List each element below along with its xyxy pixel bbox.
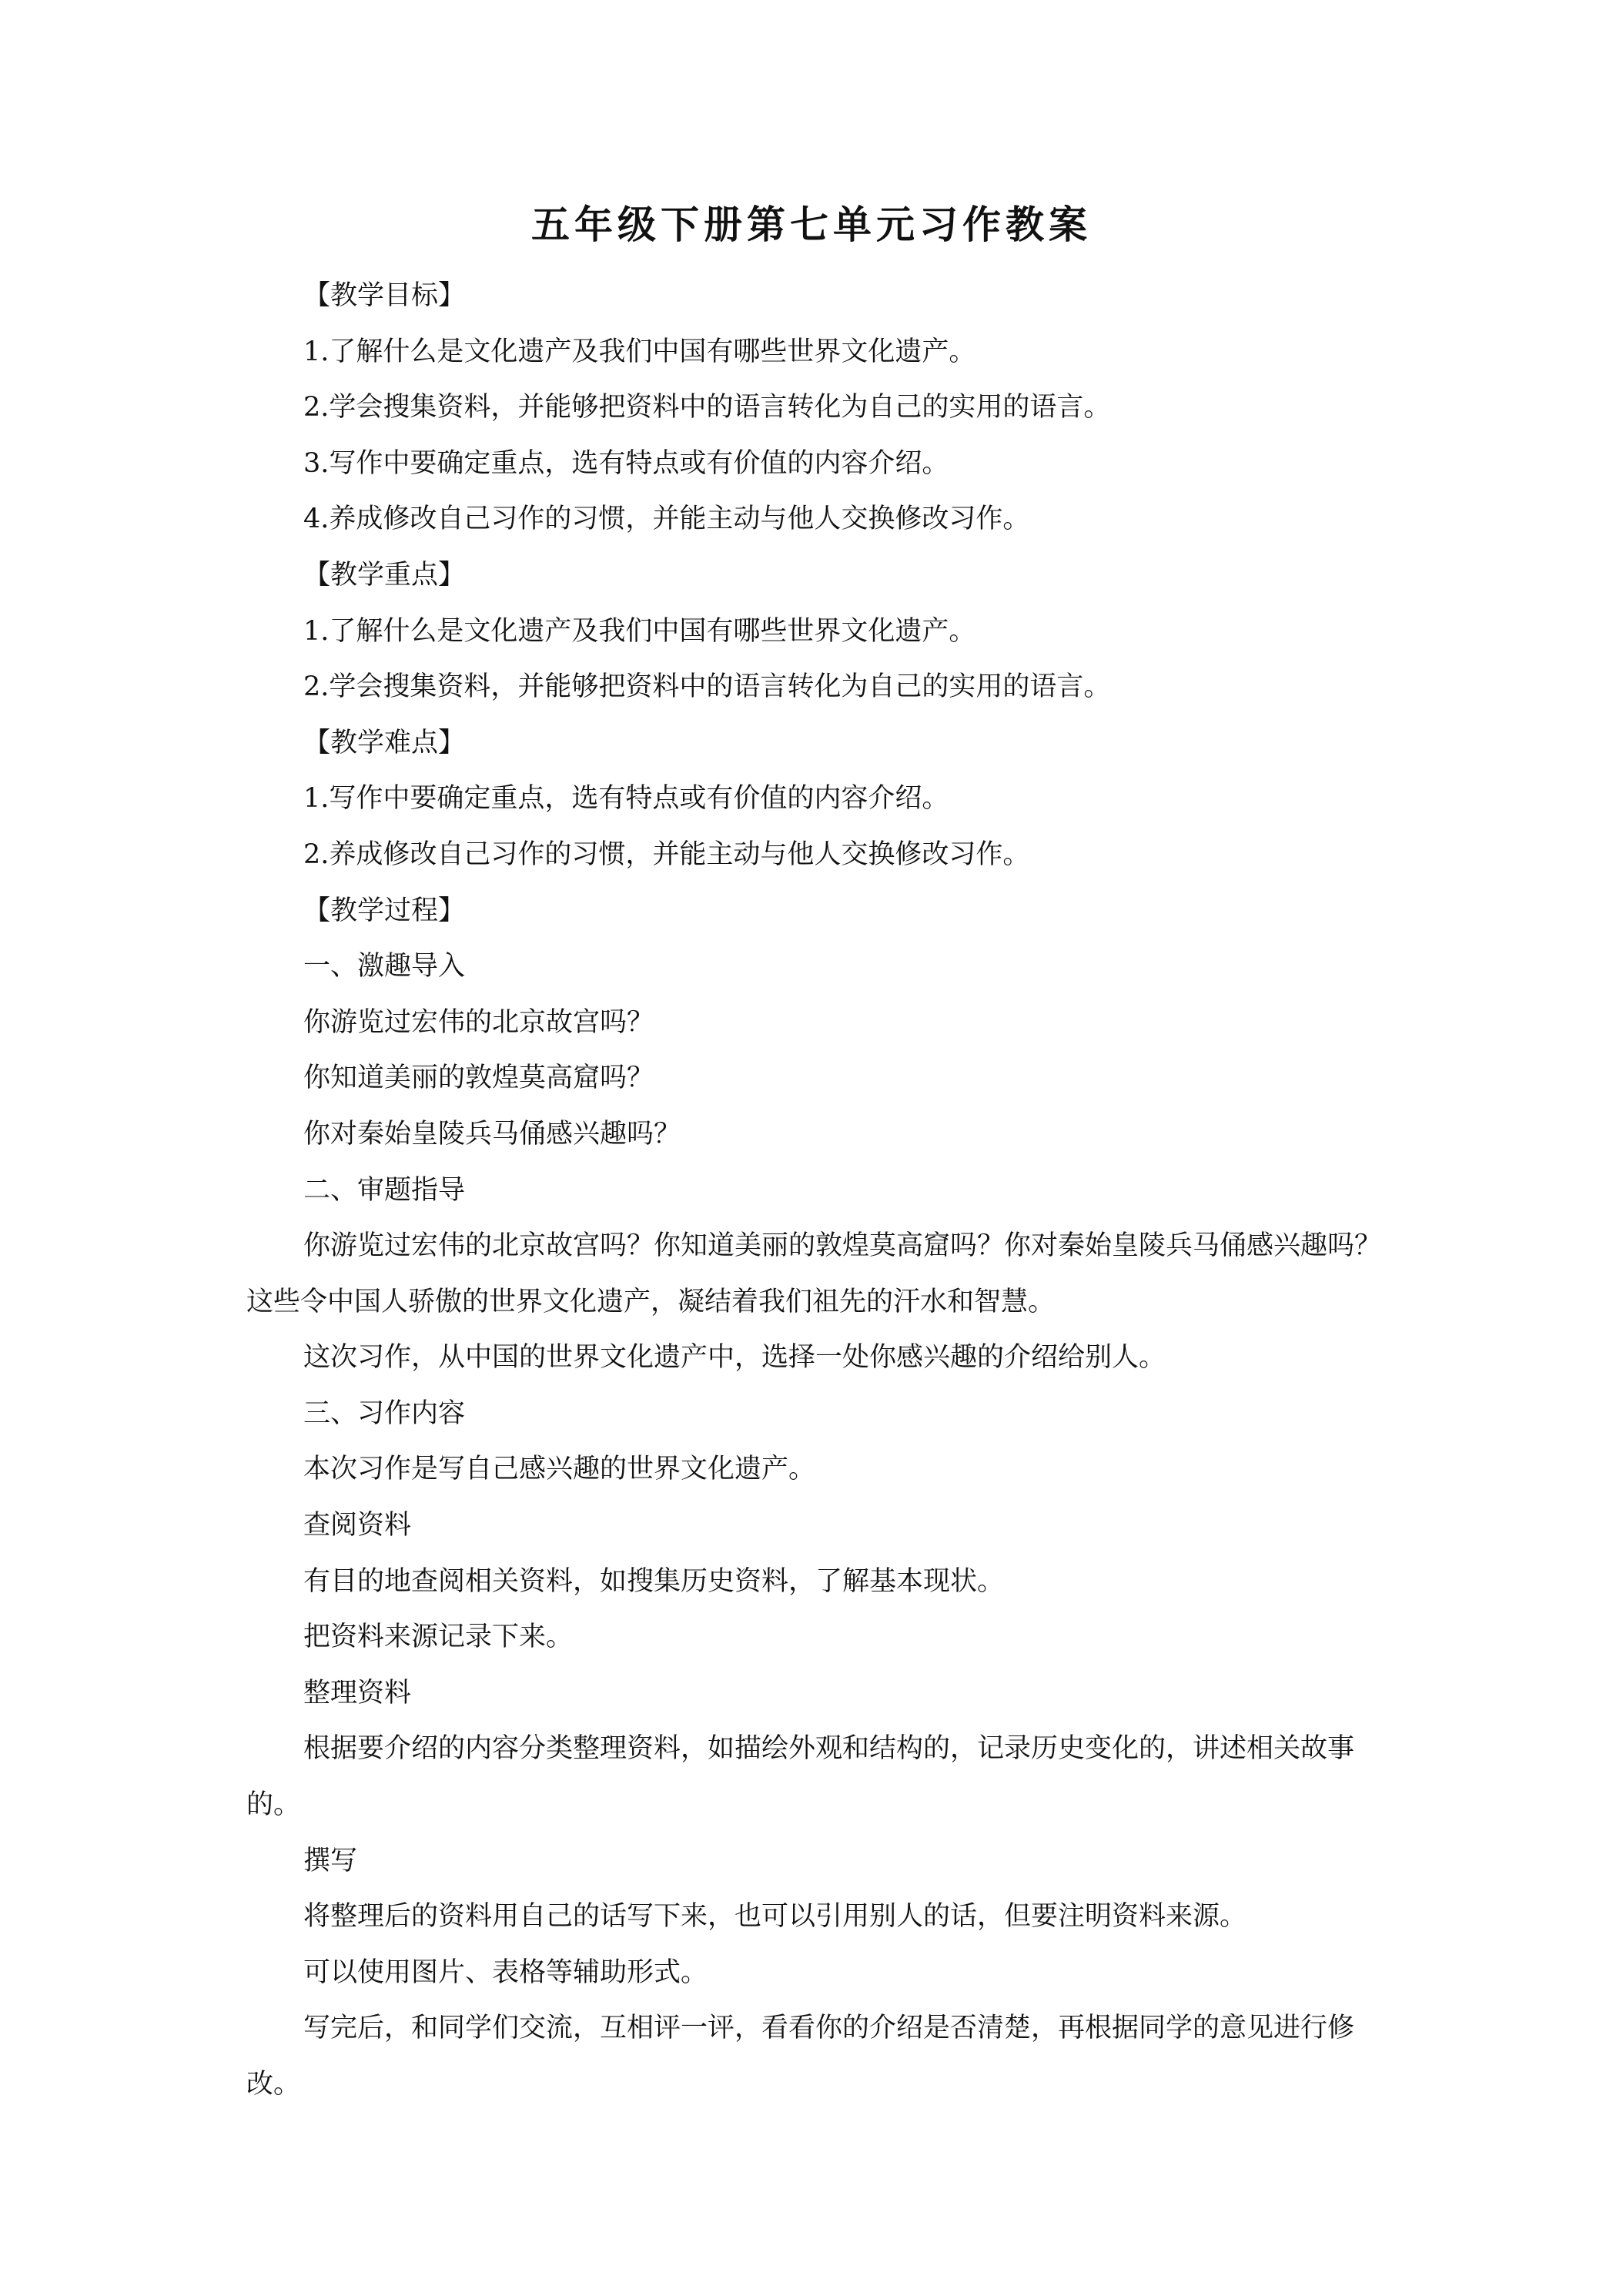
write-paragraph-2: 可以使用图片、表格等辅助形式。 — [303, 1956, 708, 1988]
section-heading-content: 三、习作内容 — [303, 1397, 466, 1429]
research-paragraph-1: 有目的地查阅相关资料，如搜集历史资料，了解基本现状。 — [303, 1565, 1005, 1597]
heading-teaching-focus: 【教学重点】 — [303, 559, 466, 591]
goal-item-4: 4.养成修改自己习作的习惯，并能主动与他人交换修改习作。 — [303, 504, 1030, 535]
organize-paragraph-1: 根据要介绍的内容分类整理资料，如描绘外观和结构的，记录历史变化的，讲述相关故事的。 — [246, 1733, 1355, 1821]
subheading-write: 撰写 — [303, 1845, 358, 1876]
section-heading-intro: 一、激趣导入 — [303, 951, 466, 982]
intro-question-2: 你知道美丽的敦煌莫高窟吗？ — [303, 1063, 654, 1094]
goal-item-2: 2.学会搜集资料，并能够把资料中的语言转化为自己的实用的语言。 — [303, 392, 1111, 423]
difficulty-item-1: 1.写作中要确定重点，选有特点或有价值的内容介绍。 — [303, 783, 949, 815]
focus-item-2: 2.学会搜集资料，并能够把资料中的语言转化为自己的实用的语言。 — [303, 671, 1111, 703]
heading-teaching-difficulty: 【教学难点】 — [303, 727, 466, 758]
heading-teaching-process: 【教学过程】 — [303, 895, 466, 926]
intro-question-3: 你对秦始皇陵兵马俑感兴趣吗？ — [303, 1118, 681, 1150]
heading-teaching-goals: 【教学目标】 — [303, 280, 466, 311]
guidance-paragraph-2: 这次习作，从中国的世界文化遗产中，选择一处你感兴趣的介绍给别人。 — [303, 1342, 1166, 1374]
write-paragraph-3: 写完后，和同学们交流，互相评一评，看看你的介绍是否清楚，再根据同学的意见进行修改。 — [246, 2013, 1355, 2100]
research-paragraph-2: 把资料来源记录下来。 — [303, 1622, 574, 1653]
section-heading-guidance: 二、审题指导 — [303, 1174, 466, 1206]
document-body — [246, 268, 1392, 2113]
goal-item-3: 3.写作中要确定重点，选有特点或有价值的内容介绍。 — [303, 447, 949, 479]
content-paragraph-1: 本次习作是写自己感兴趣的世界文化遗产。 — [303, 1454, 816, 1485]
goal-item-1: 1.了解什么是文化遗产及我们中国有哪些世界文化遗产。 — [303, 336, 976, 367]
intro-question-1: 你游览过宏伟的北京故宫吗？ — [303, 1006, 654, 1038]
subheading-organize: 整理资料 — [303, 1677, 412, 1709]
write-paragraph-1: 将整理后的资料用自己的话写下来，也可以引用别人的话，但要注明资料来源。 — [303, 1901, 1247, 1933]
subheading-research: 查阅资料 — [303, 1510, 412, 1541]
focus-item-1: 1.了解什么是文化遗产及我们中国有哪些世界文化遗产。 — [303, 615, 976, 647]
difficulty-item-2: 2.养成修改自己习作的习惯，并能主动与他人交换修改习作。 — [303, 838, 1030, 870]
document-title: 五年级下册第七单元习作教案 — [531, 202, 1092, 247]
guidance-paragraph-1: 你游览过宏伟的北京故宫吗？你知道美丽的敦煌莫高窟吗？你对秦始皇陵兵马俑感兴趣吗？这些令中国人骄傲的世界文化遗产，凝结着我们祖先的汗水和智慧。 — [246, 1230, 1382, 1317]
